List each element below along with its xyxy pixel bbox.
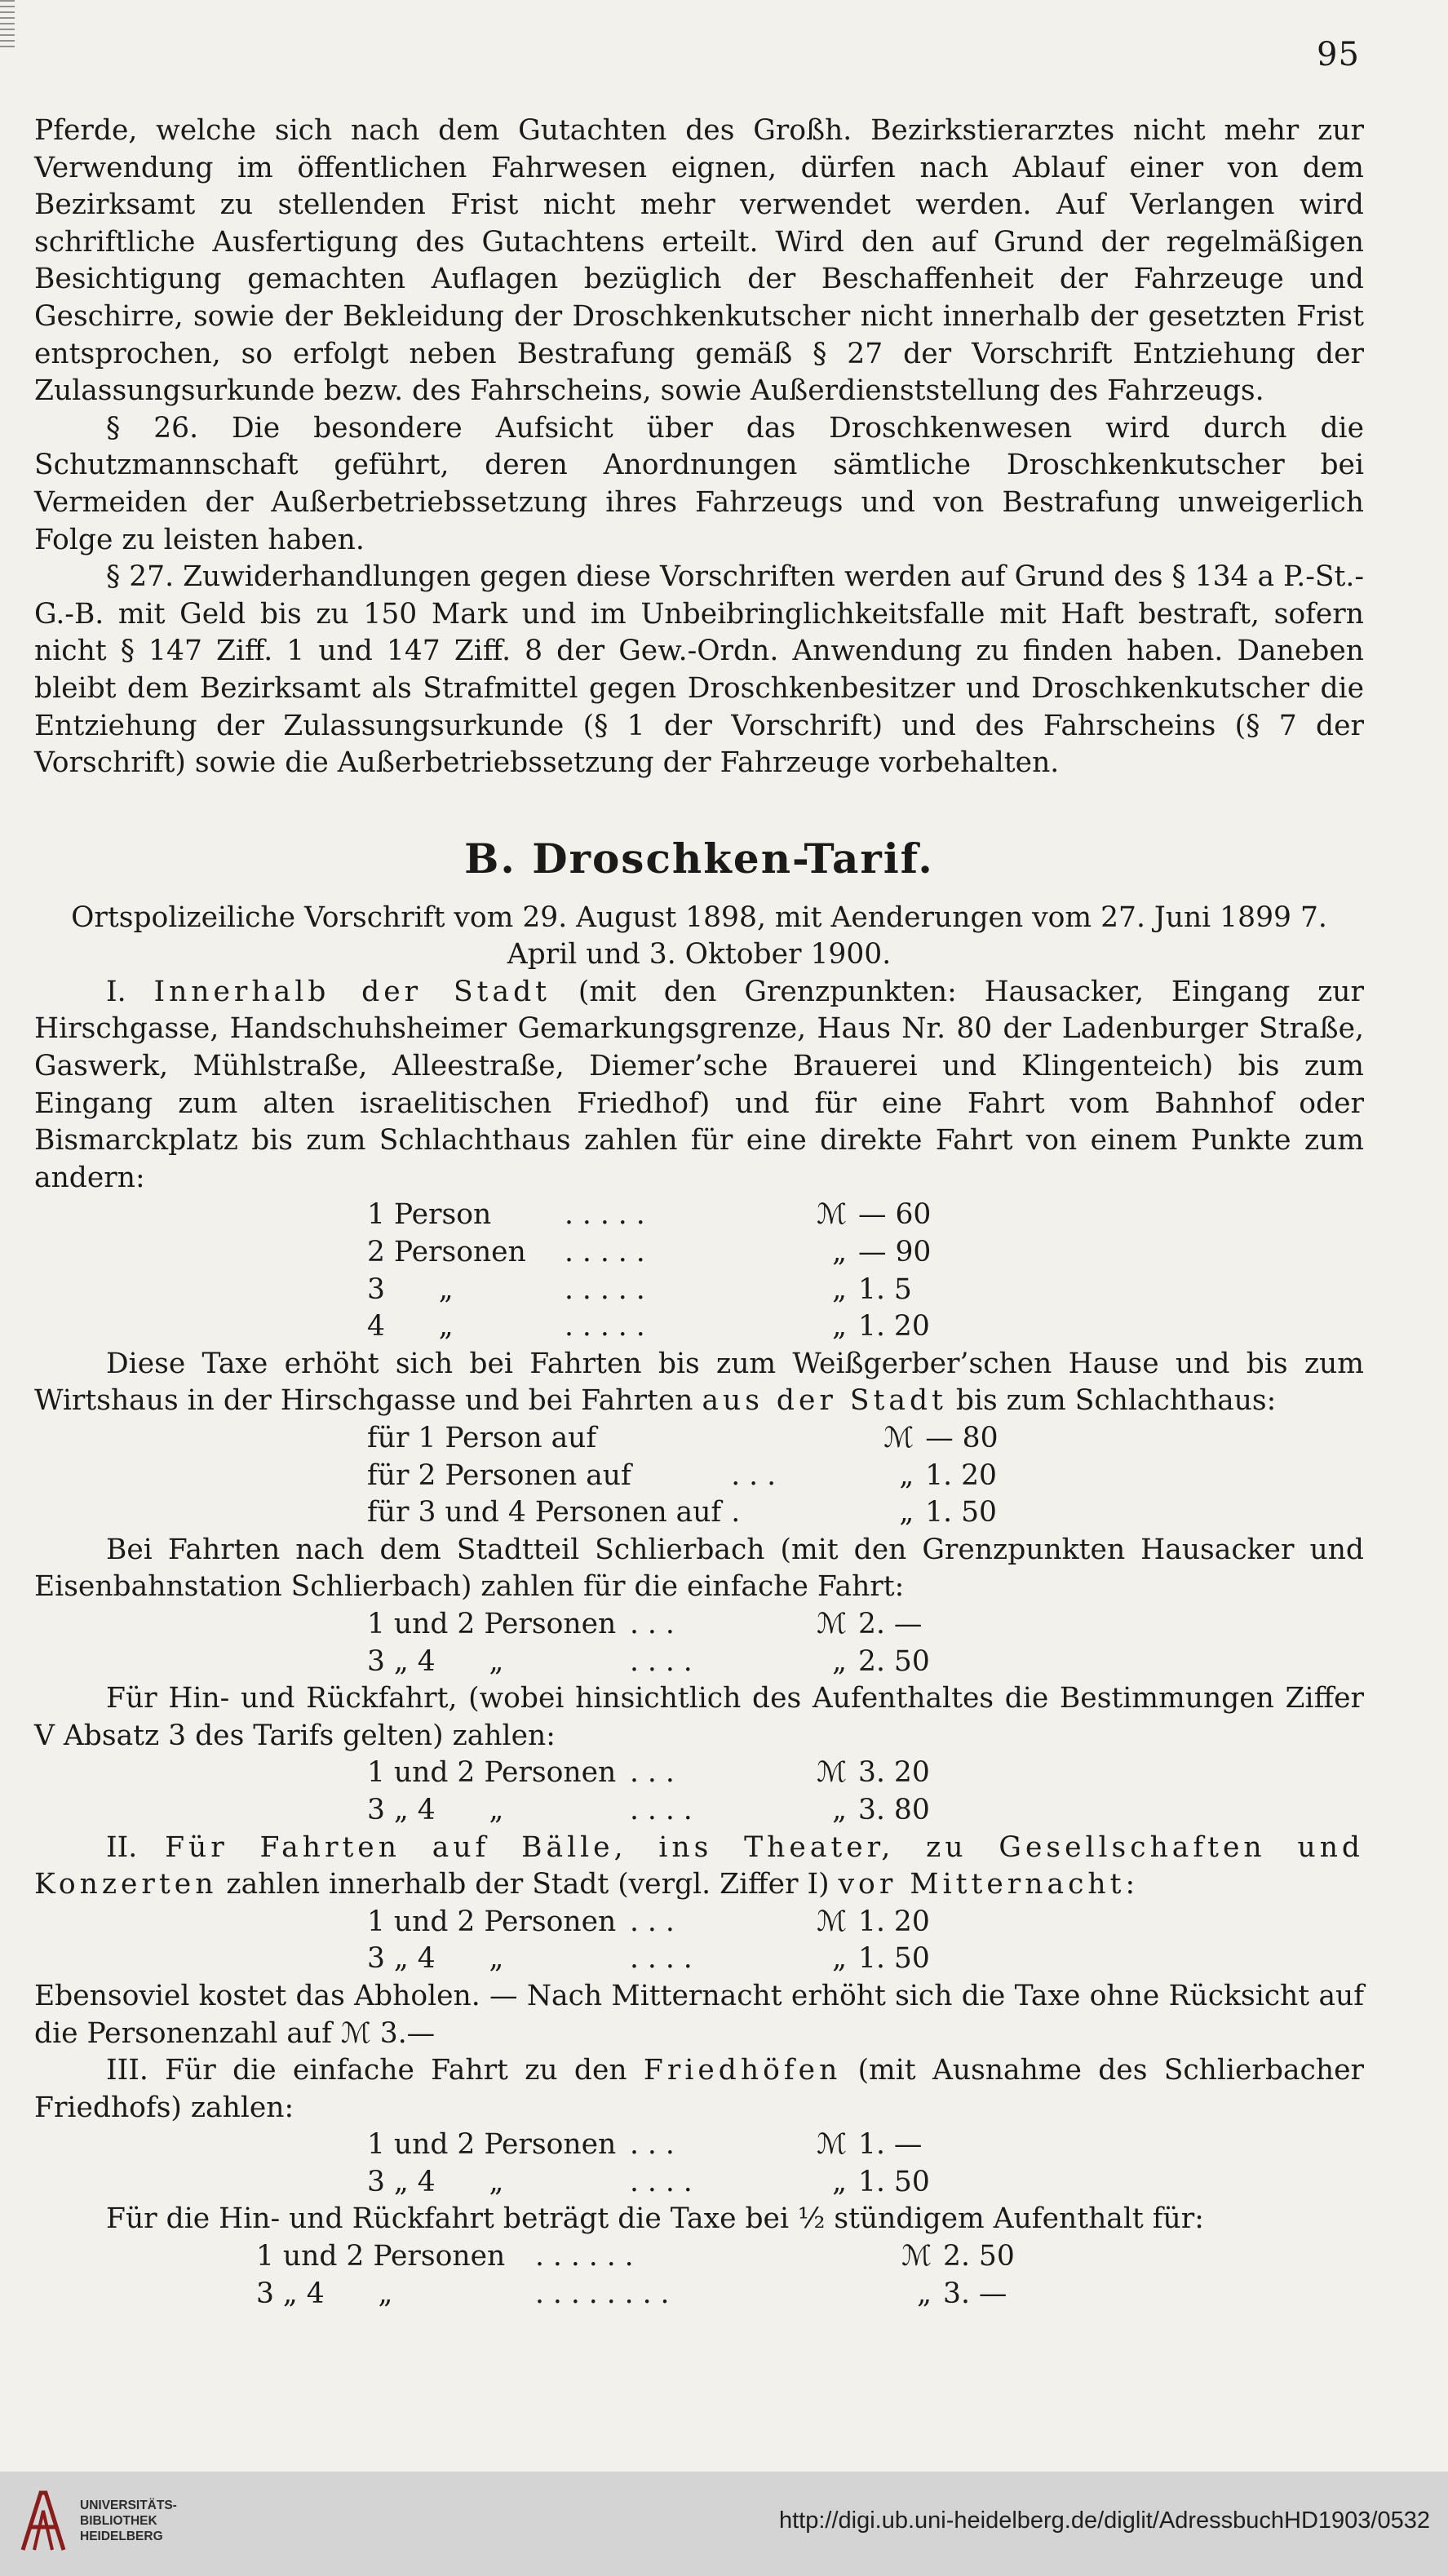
pickup-paragraph: Ebensoviel kostet das Abholen. — Nach Mitternacht erhöht sich die Taxe ohne Rücksicht auf die Personenzahl auf ℳ 3.— [34, 1979, 1364, 2050]
fare-row [367, 1420, 999, 1458]
fare-price: 1. — [858, 2128, 923, 2162]
library-name-line: UNIVERSITÄTS- [80, 2499, 177, 2512]
leader-dots: . . . . [630, 1942, 693, 1976]
leader-dots: . . . [731, 1458, 777, 1492]
fare-price: 1. 50 [858, 2165, 930, 2198]
currency-sign: „ [832, 1793, 847, 1826]
fare-table-evening [367, 1904, 930, 1978]
permalink-url[interactable]: http://digi.ub.uni-heidelberg.de/diglit/AdressbuchHD1903/0532 [778, 2507, 1430, 2534]
fare-category: 3 „ [367, 1273, 454, 1306]
currency-sign: ℳ [817, 1756, 847, 1790]
leader-dots: . . . [630, 2128, 675, 2162]
fare-category: 1 und 2 Personen [367, 2128, 617, 2162]
tariff-section-II [34, 1830, 1364, 1904]
fare-row [256, 2276, 1015, 2313]
fare-price: — 90 [858, 1236, 932, 1269]
regulation-note: Ortspolizeiliche Vorschrift vom 29. August 1898, mit Aenderungen vom 27. Juni 1899 7. April und 3. Oktober 1900. [71, 901, 1327, 972]
leader-dots: . . . . . . [535, 2240, 634, 2273]
return-trip-paragraph: Für Hin- und Rückfahrt, (wobei hinsichtlich des Aufenthaltes die Bestimmungen Ziffer V Absatz 3 des Tarifs gelten) zahlen: [34, 1682, 1364, 1752]
surcharge-text: Diese Taxe erhöht sich bei Fahrten bis zum Weißgerber’schen Hause und bis zum Wirtshaus in der Hirschgasse und bei Fahrten [34, 1347, 1364, 1418]
library-name-line: HEIDELBERG [80, 2530, 163, 2543]
cemetery-return-paragraph: Für die Hin- und Rückfahrt beträgt die Taxe bei ½ stündigem Aufenthalt für: [106, 2202, 1204, 2236]
fare-category: 1 und 2 Personen [367, 1905, 617, 1938]
fare-row [367, 1234, 931, 1272]
university-seal-icon [16, 2486, 70, 2556]
section-III-label: III. [106, 2054, 148, 2087]
leader-dots: . . . . [630, 1793, 693, 1826]
fare-row [367, 2127, 930, 2164]
fare-category: 3 „ 4 „ [367, 1644, 504, 1678]
currency-sign: „ [832, 1236, 847, 1269]
section-III-emphasis: Friedhöfen [643, 2054, 842, 2087]
fare-category: 4 „ [367, 1310, 454, 1343]
fare-category: für 2 Personen auf [367, 1458, 631, 1492]
surcharge-emphasis: aus der Stadt [702, 1384, 947, 1418]
section-heading: B. Droschken-Tarif. [464, 834, 934, 883]
section-II-emphasis: vor Mitternacht [838, 1868, 1126, 1901]
currency-sign: ℳ [817, 1607, 847, 1640]
section-I-text: (mit den Grenzpunkten: Hausacker, Eingang zur Hirschgasse, Handschuhsheimer Gemarkungsgrenze, Haus Nr. 80 der Ladenburger Straße, Gaswerk, Mühlstraße, Alleestraße, Diemer’sche Brauerei und Klingenteich) bis zum Eingang zum alten israelitischen Friedhof) und für eine Fahrt vom Bahnhof oder Bismarckplatz bis zum Schlachthaus zahlen für eine direkte Fahrt von einem Punkte zum andern: [34, 975, 1365, 1194]
leader-dots: . . . . . [565, 1198, 645, 1232]
leader-dots: . . . [630, 1905, 675, 1938]
section-II-text: zahlen innerhalb der Stadt (vergl. Ziffer I) [217, 1868, 839, 1901]
currency-sign: „ [899, 1496, 914, 1529]
library-footer [0, 2472, 1448, 2576]
fare-price: 1. 20 [858, 1310, 930, 1343]
fare-table-schlierbach [367, 1606, 930, 1680]
paragraph-section-26: § 26. Die besondere Aufsicht über das Droschkenwesen wird durch die Schutzmannschaft geführt, deren Anordnungen sämtliche Droschkenkutscher bei Vermeiden der Außerbetriebssetzung ihres Fahrzeugs und von Bestrafung unweigerlich Folge zu leisten haben. [34, 411, 1364, 556]
currency-sign: ℳ [883, 1422, 914, 1454]
surcharge-paragraph [34, 1346, 1364, 1420]
fare-category: 1 und 2 Personen [367, 1756, 617, 1790]
section-II-heading: Für Fahrten auf Bälle, ins Theater, zu Gesellschaften und Konzerten [34, 1830, 1365, 1901]
fare-table-cemetery-return [256, 2238, 1015, 2313]
leader-dots: . . . . . . . . [535, 2277, 670, 2310]
leader-dots: . . . . . [565, 1273, 645, 1306]
fare-price: 2. — [858, 1607, 923, 1640]
leader-dots: . . . [630, 1756, 675, 1790]
tariff-section-III [34, 2052, 1364, 2127]
fare-price: 1. 20 [858, 1905, 930, 1938]
surcharge-text-end: bis zum Schlachthaus: [946, 1384, 1277, 1418]
fare-category: 3 „ 4 „ [367, 1942, 504, 1976]
fare-row [367, 1494, 999, 1532]
currency-sign: ℳ [901, 2240, 932, 2273]
schlierbach-paragraph: Bei Fahrten nach dem Stadtteil Schlierbach (mit den Grenzpunkten Hausacker und Eisenbahnstation Schlierbach) zahlen für die einfache Fahrt: [34, 1533, 1364, 1604]
section-III-text-end: (mit Ausnahme des Schlierbacher Friedhofs) zahlen: [34, 2054, 1364, 2124]
fare-table-inner-city [367, 1197, 931, 1345]
library-name-line: BIBLIOTHEK [80, 2514, 157, 2528]
fare-category: 3 „ 4 „ [367, 1793, 504, 1826]
section-III-text: Für die einfache Fahrt zu den [148, 2054, 644, 2087]
currency-sign: „ [832, 1942, 847, 1976]
fare-price: 1. 50 [858, 1942, 930, 1976]
fare-row [367, 1272, 931, 1309]
fare-category: 2 Personen [367, 1236, 526, 1269]
leader-dots: . [731, 1496, 741, 1529]
leader-dots [721, 1420, 868, 1458]
fare-price: — 60 [858, 1198, 932, 1232]
fare-row [367, 1197, 931, 1234]
fare-price: — 80 [925, 1422, 999, 1454]
tariff-section-I [34, 974, 1364, 1197]
fare-category: 1 und 2 Personen [256, 2240, 506, 2273]
fare-row [367, 1644, 930, 1681]
page-number: 95 [1317, 36, 1360, 73]
scan-edge-mark [0, 0, 15, 51]
fare-category: für 1 Person auf [367, 1422, 597, 1454]
leader-dots: . . . . . [565, 1310, 645, 1343]
section-I-heading: Innerhalb der Stadt [153, 975, 551, 1008]
fare-table-return [367, 1755, 930, 1829]
fare-price: 2. 50 [943, 2240, 1015, 2273]
currency-sign: „ [832, 1644, 847, 1678]
fare-price: 3. 80 [858, 1793, 930, 1826]
currency-sign: „ [899, 1458, 914, 1492]
fare-row [367, 1941, 930, 1978]
leader-dots: . . . . . [565, 1236, 645, 1269]
currency-sign: ℳ [817, 1905, 847, 1938]
currency-sign: ℳ [817, 2128, 847, 2162]
fare-price: 1. 20 [925, 1458, 997, 1492]
leader-dots: . . . . [630, 2165, 693, 2198]
fare-row [367, 1904, 930, 1941]
fare-category: 3 „ 4 „ [256, 2277, 393, 2310]
fare-price: 3. 20 [858, 1756, 930, 1790]
leader-dots: . . . [630, 1607, 675, 1640]
fare-price: 1. 5 [858, 1273, 912, 1306]
fare-row [367, 2164, 930, 2202]
currency-sign: „ [832, 1310, 847, 1343]
fare-table-cemetery [367, 2127, 930, 2201]
currency-sign: „ [832, 1273, 847, 1306]
fare-row [367, 1458, 999, 1495]
fare-row [367, 1308, 931, 1346]
page-body [34, 113, 1364, 2313]
paragraph-horses: Pferde, welche sich nach dem Gutachten des Großh. Bezirkstierarztes nicht mehr zur Verwendung im öffentlichen Fahrwesen eignen, dürfen nach Ablauf einer von dem Bezirksamt zu stellenden Frist nicht mehr verwendet werden. Auf Verlangen wird schriftliche Ausfertigung des Gutachtens erteilt. Wird den auf Grund der regelmäßigen Besichtigung gemachten Auflagen bezüglich der Beschaffenheit der Fahrzeuge und Geschirre, sowie der Bekleidung der Droschkenkutscher nicht innerhalb der gesetzten Frist entsprochen, so erfolgt neben Bestrafung gemäß § 27 der Vorschrift Entziehung der Zulassungsurkunde bezw. des Fahrscheins, sowie Außerdienststellung des Fahrzeugs. [34, 114, 1364, 408]
fare-category: 1 und 2 Personen [367, 1607, 617, 1640]
library-name [80, 2498, 177, 2544]
fare-row [367, 1606, 930, 1644]
fare-category: 3 „ 4 „ [367, 2165, 504, 2198]
section-I-label: I. [106, 975, 126, 1008]
section-II-label: II. [106, 1830, 138, 1864]
currency-sign: „ [832, 2165, 847, 2198]
fare-category: 1 Person [367, 1198, 492, 1232]
fare-table-surcharge [367, 1420, 999, 1532]
fare-row [256, 2238, 1015, 2276]
currency-sign: „ [917, 2277, 932, 2310]
currency-sign: ℳ [817, 1198, 847, 1232]
fare-price: 1. 50 [925, 1496, 997, 1529]
fare-price: 2. 50 [858, 1644, 930, 1678]
leader-dots: . . . . [630, 1644, 693, 1678]
fare-price: 3. — [943, 2277, 1007, 2310]
paragraph-section-27: § 27. Zuwiderhandlungen gegen diese Vorschriften werden auf Grund des § 134 a P.-St.-G.-B. mit Geld bis zu 150 Mark und im Unbeibringlichkeitsfalle mit Haft bestraft, sofern nicht § 147 Ziff. 1 und 147 Ziff. 8 der Gew.-Ordn. Anwendung zu finden haben. Daneben bleibt dem Bezirksamt als Strafmittel gegen Droschkenbesitzer und Droschkenkutscher die Entziehung der Zulassungsurkunde (§ 1 der Vorschrift) und des Fahrscheins (§ 7 der Vorschrift) sowie die Außerbetriebssetzung der Fahrzeuge vorbehalten. [34, 560, 1364, 780]
section-II-text-end: : [1125, 1868, 1136, 1901]
fare-row [367, 1755, 930, 1792]
fare-row [367, 1792, 930, 1830]
fare-category: für 3 und 4 Personen auf [367, 1496, 722, 1529]
